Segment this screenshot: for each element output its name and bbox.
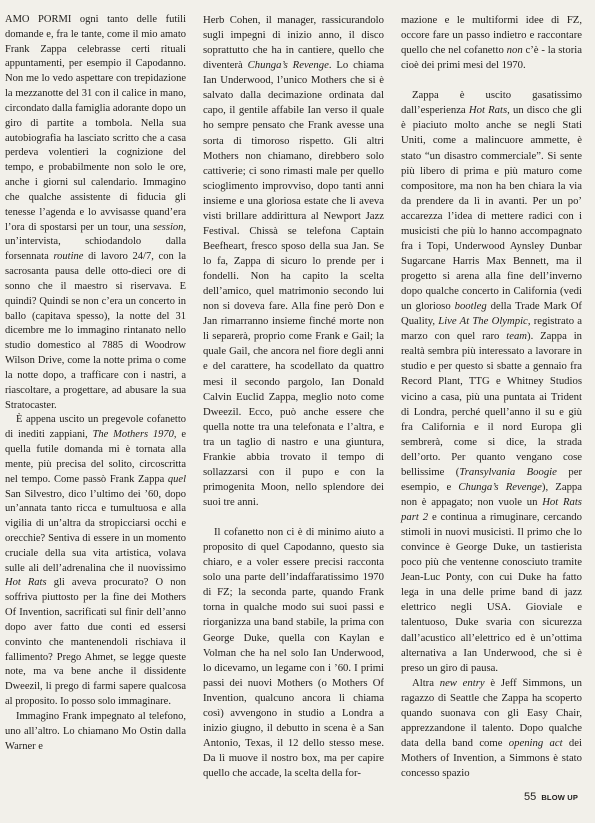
text-run: Il cofanetto non ci è di minimo aiuto a proposito di quel Capodanno, questo sia chiaro, e a voler essere precisi racconta solo una parte dell’indaffaratissimo 1970 di FZ; la seconda parte, quando Frank torna in qualche modo sui suoi passi e riorganizza una band stabile, la prima con George Duke, quella con Kaylan e Volman che ha nel solo Ian Underwood, lo dicevamo, un legame con i ’60. I primi passi dei nuovi Mothers (o Mothers Of Invention, qualcuno ancora li chiama così) avvengono in studio a Londra a inizio giugno, il debutto in scena è a San Antonio, Texas, il 12 dello stesso mese. Da lì muove il nostro box, ma per capire quello che accade, la scelta della for- — [203, 526, 384, 780]
text-run: c’è - la storia cioè dei primi mesi del 1970. — [401, 44, 582, 72]
italic-text: new entry — [439, 676, 485, 689]
italic-text: routine — [53, 251, 84, 263]
italic-text: quel — [167, 473, 186, 485]
text-run: di lavoro 24/7, con la sacrosanta pausa delle otto-dieci ore di sonno che il maestro si riservava. E quindi? Quindi se non c’era un concerto in ballo (capitava spesso), la notte del 31 dicembre me lo immagino rintanato nello studio domestico al 7885 di Woodrow Wilson Drive, come la notte prima o come la notte dopo, a trafficare con i nastri, a riascoltare, a progettare, ad abusare la sua Stratocaster. — [5, 251, 186, 411]
italic-text: non — [506, 44, 523, 57]
text-run: ). Zappa in realtà sembra più interessato a lavorare in studio e per questo si sbatte a gennaio fra Record Plant, TTG e Whitney Studios vicino a casa, più una puntata ai Trident di Londra, perché quell’anno il su e giù fra California e il nord Europa gli sembrerà, come si dice, la strada dell’orto. Per quanto vengano cose bellissime ( — [401, 330, 583, 478]
article-paragraph — [5, 710, 186, 754]
text-run: della Trade Mark Of Quality, — [401, 300, 582, 328]
text-run: San Silvestro, dico l’ultimo dei ’60, dopo un’annata tanto ricca e tumultuosa e alla vigilia di un’altra da stropicciarsi occhi e orecchie? Sentiva di essere in un momento cruciale della sua vita artistica, volava sulle ali dell’adrenalina che il nuovissimo — [5, 488, 186, 574]
text-run: ), Zappa non è appagato; non vuole un — [401, 480, 582, 508]
text-run: Zappa è uscito gasatissimo dall’esperienza — [401, 89, 582, 117]
italic-text: Hot Rats part 2 — [401, 495, 582, 523]
italic-text: team — [506, 330, 528, 343]
article-paragraph — [203, 13, 384, 510]
text-run: Immagino Frank impegnato al telefono, uno all’altro. Lo chiamano Mo Ostin dalla Warner e — [5, 710, 186, 752]
text-run: . Lo chiama Ian Underwood, l’unico Mothers che si è salvato dalla decimazione ordinata dal capo, il gentile affabile Ian verso il quale ho sempre pensato che Frank avesse una sorta di timoroso rispetto. Gli altri Mothers non chiamano, direbbero solo cattiverie; ci sono rimasti male per quello scioglimento improvviso, dopo tanti anni insieme e una gloriosa estate che li aveva visti brillare addirittura al Newport Jazz Festival. Chissà se telefona Captain Beefheart, fresco sposo della sua Jan. Se lo fa, Zappa di sicuro lo prende per i fondelli. Non ha capito la scelta dell’amico, quel matrimonio secondo lui non si doveva fare. Alla fine però Don e Jan rimarranno insieme finché morte non li separerà, proprio come Frank e Gail; la quale Gail, che ancora nel fiore degli anni e del carattere, ha scodellato da quattro mesi il secondo pargolo, Ian Donald Calvin Euclid Zappa, meglio noto come Dweezil. Ecco, può anche essere che quella notte tra una telefonata e l’altra, e tra un taglio di nastro e una giuntura, Frankie abbia trovato il tempo di sollazzarsi con il pupo e con la primogenita Moon, nello splendore dei suoi tre anni. — [203, 59, 384, 508]
italic-text: Live At The Olympic — [438, 315, 528, 328]
text-run: e continua a rimuginare, cercando stimoli in nuovi musicisti. Il primo che lo convince è George Duke, un tastierista poco più che ventenne conosciuto tramite Jean-Luc Ponty, con cui Duke ha fatto lega in una delle prime band di jazz elettrico negli USA. Gioviale e talentuoso, Duke svaria con sicurezza dall’acustico all’elettrico ed è un’ottima alternativa a Ian Underwood, che si è preso un giro di pausa. — [401, 511, 582, 674]
text-column-1 — [5, 13, 186, 754]
magazine-logo: BLOW UP — [541, 793, 579, 802]
italic-text: opening act — [508, 736, 563, 749]
article-paragraph — [401, 88, 582, 675]
text-run: , registrato a marzo con quel raro — [401, 315, 582, 343]
article-paragraph — [401, 676, 582, 781]
text-run: È appena uscito un pregevole cofanetto di inediti zappiani, — [5, 414, 186, 441]
text-run: Altra — [412, 676, 440, 689]
text-run: mazione e le multiformi idee di FZ, occore fare un passo indietro e raccontare quello che nel cofanetto — [401, 14, 582, 57]
page-number: 55 — [524, 791, 537, 803]
text-run: , e quella futile domanda mi è tornata alla mente, più precisa del solito, circoscritta nel tempo. Come passò Frank Zappa — [5, 429, 187, 485]
italic-text: The Mothers 1970 — [92, 429, 174, 441]
text-column-2 — [203, 13, 384, 781]
article-paragraph — [5, 413, 186, 710]
italic-text: Transylvania Boogie — [459, 465, 557, 478]
text-run: per esempio, e — [401, 465, 583, 493]
text-run: gli aveva procurato? O non soffriva piuttosto per la fine dei Mothers Of Invention, sacrificati sul finir dell’anno dopo aver fatto due conti ed essersi convinto che mantenendoli rischiava il fallimento? Prego Ahmet, se legge queste note, ma va bene anche il dissidente Dweezil, li prego di farmi sapere qualcosa al proposito. Io posso solo immaginare. — [5, 577, 187, 708]
italic-text: Hot Rats — [468, 104, 508, 117]
text-run: , un disco che gli è piaciuto molto anche se negli Stati Uniti, come a malincuore ammette, è stato “un disastro commerciale”. Si sente più libero di prima e più maturo come compositore, ma non ha ben chiara la via da prendere da lì in avanti. Per un po’ accarezza l’idea di mettere radici con i musicisti che più lo hanno accompagnato fra i Topi, Underwood Aynsley Dunbar Sugarcane Harris Max Bennett, ma il progetto si arena alla fine dell’inverno dopo qualche concerto in California (vedi un glorioso — [401, 104, 582, 313]
text-run: , un’intervista, schiodandolo dalla forsennata — [5, 221, 186, 263]
page-footer — [524, 791, 578, 803]
text-run: dei Mothers of Invention, a Simmons è stato concesso spazio — [401, 736, 582, 780]
italic-text: Chunga’s Revenge — [247, 59, 329, 72]
text-run: AMO PORMI ogni tanto delle futili domande e, fra le tante, come il mio amato Frank Zappa celebrasse certi rituali appuntamenti, per esempio il Capodanno. Non me lo vedo aspettare con trepidazione la mezzanotte del 31 con il calice in mano, circondato dalla famiglia adorante dopo un giro di partite a tombola. Nella sua autobiografia ha lasciato scritto che a casa perdeva volentieri la cognizione del tempo, e probabilmente non solo le ore, anche i giorni sul calendario. Immagino che qualche assistente di fiducia gli tenesse l’agenda e lo avvisasse quand’era l’ora di spostarsi per un tour, una — [5, 14, 186, 233]
article-paragraph — [203, 525, 384, 781]
italic-text: Chunga’s Revenge — [458, 480, 542, 493]
article-paragraph — [401, 13, 582, 73]
text-run: è Jeff Simmons, un ragazzo di Seattle che Zappa ha scoperto quando suonava con gli Easy Chair, apprezzandone il talento. Dopo qualche data della band come — [401, 676, 582, 749]
text-column-3 — [401, 13, 582, 781]
article-paragraph — [5, 13, 186, 413]
text-run: Herb Cohen, il manager, rassicurandolo sugli impegni di inizio anno, il disco soprattutto che ha in cantiere, quello che diventerà — [203, 14, 384, 72]
italic-text: Hot Rats — [5, 577, 47, 589]
italic-text: session — [153, 221, 184, 233]
italic-text: bootleg — [454, 300, 487, 313]
